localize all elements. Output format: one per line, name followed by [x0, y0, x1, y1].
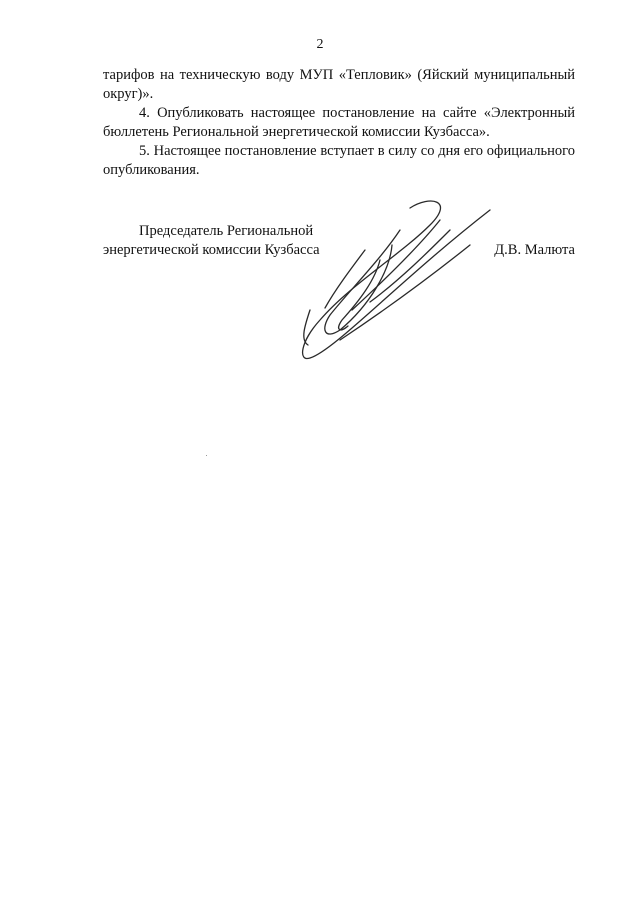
- paragraph-item-4: 4. Опубликовать настоящее постановление на сайте «Электронный бюллетень Региональной энергетической комиссии Кузбасса».: [103, 105, 575, 140]
- page-number: 2: [316, 37, 324, 52]
- handwritten-signature: [280, 190, 500, 370]
- paragraph-tariffs-continuation: тарифов на техническую воду МУП «Тепловик» (Яйский муниципальный округ)».: [103, 67, 575, 102]
- paragraph-item-5: 5. Настоящее постановление вступает в силу со дня его официального опубликования.: [103, 143, 575, 178]
- body-text: [103, 66, 575, 104]
- signer-title-line-2: энергетической комиссии Кузбасса: [103, 242, 320, 258]
- scan-speck: [206, 455, 207, 456]
- signer-title-line-1: Председатель Региональной: [139, 223, 314, 239]
- body-text: [103, 142, 575, 180]
- body-text: [103, 104, 575, 142]
- signer-name: Д.В. Малюта: [494, 242, 575, 258]
